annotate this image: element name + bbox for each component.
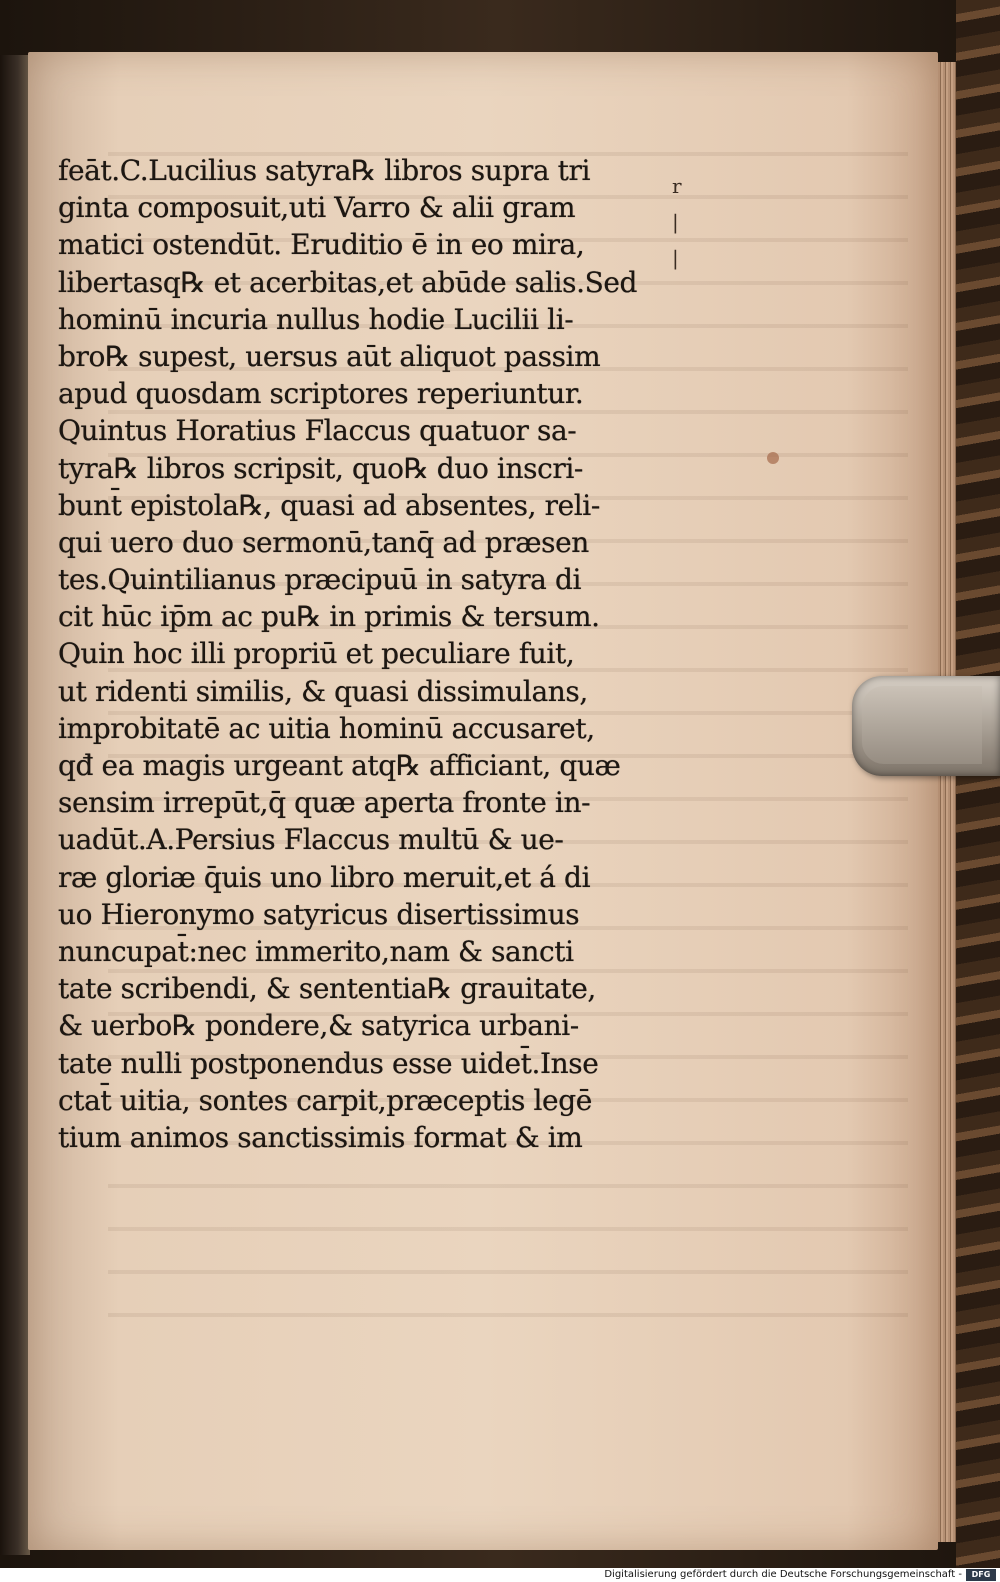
footer-credit: Digitalisierung gefördert durch die Deutsche Forschungsgemeinschaft - — [604, 1569, 962, 1580]
text-line: tium animos sanctissimis format & im — [58, 1120, 583, 1154]
text-line: nuncupat̄:nec immerito,nam & sancti — [58, 934, 574, 968]
page-clip — [852, 676, 1000, 776]
text-line: hominū incuria nullus hodie Lucilii li- — [58, 302, 574, 336]
text-line: & uerbo℞ pondere,& satyrica urbani- — [58, 1009, 579, 1043]
text-line: tate scribendi, & sententia℞ grauitate, — [58, 972, 596, 1006]
text-line: feāt.C.Lucilius satyra℞ libros supra tri — [58, 154, 591, 187]
text-line: Quintus Horatius Flaccus quatuor sa- — [58, 414, 577, 448]
text-line: tes.Quintilianus præcipuū in satyra di — [58, 563, 582, 597]
margin-mark: | — [672, 210, 679, 234]
dfg-logo: DFG — [966, 1569, 996, 1581]
text-line: uadūt.A.Persius Flaccus multū & ue- — [58, 823, 564, 857]
text-line: tate nulli postponendus esse uidet̄.Inse — [58, 1046, 599, 1080]
book-cover-edge — [956, 0, 1000, 1568]
text-line: tyra℞ libros scripsit, quo℞ duo inscri- — [58, 451, 583, 485]
page-clip-inner — [862, 686, 982, 764]
margin-marks — [672, 168, 684, 278]
page-stack-edge — [938, 62, 956, 1542]
text-line: ctat̄ uitia, sontes carpit,præceptis legē — [58, 1083, 592, 1117]
text-line: ræ gloriæ q̄uis uno libro meruit,et á di — [58, 860, 591, 894]
text-line: matici ostendūt. Eruditio ē in eo mira, — [58, 228, 585, 262]
text-line: cit hūc ip̄m ac pu℞ in primis & tersum. — [58, 600, 600, 634]
text-line: ut ridenti similis, & quasi dissimulans, — [58, 674, 588, 708]
text-line: improbitatē ac uitia hominū accusaret, — [58, 711, 595, 745]
text-line: sensim irrepūt,q̄ quæ aperta fronte in- — [58, 786, 591, 820]
margin-mark: | — [672, 246, 679, 270]
text-line: libertasq℞ et acerbitas,et abūde salis.Sed — [58, 265, 638, 299]
text-line: ginta composuit,uti Varro & alii gram — [58, 191, 576, 225]
footer-bar — [0, 1568, 1000, 1582]
text-line: uo Hieronymo satyricus disertissimus — [58, 897, 580, 931]
book-spine-edge — [0, 55, 30, 1555]
text-line: bro℞ supest, uersus aūt aliquot passim — [58, 339, 601, 373]
text-line: bunt̄ epistola℞, quasi ad absentes, reli- — [58, 488, 600, 522]
text-line: apud quosdam scriptores reperiuntur. — [58, 377, 584, 411]
paper-stain — [767, 452, 779, 464]
margin-mark: r — [672, 174, 682, 198]
text-block — [58, 152, 668, 1156]
text-line: qui uero duo sermonū,tanq̄ ad præsen — [58, 525, 589, 559]
text-line: qđ ea magis urgeant atq℞ afficiant, quæ — [58, 749, 621, 782]
text-line: Quin hoc illi propriū et peculiare fuit, — [58, 637, 575, 671]
